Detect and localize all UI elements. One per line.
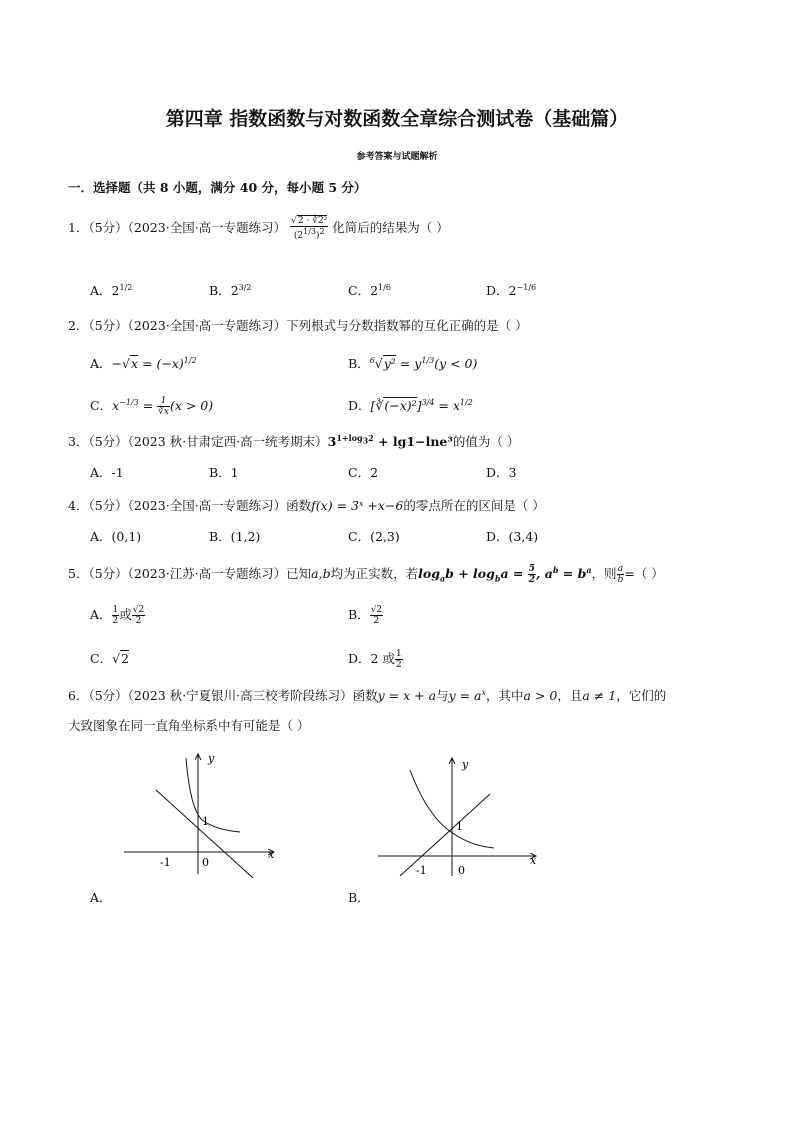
q5-option-a[interactable]: A． $\frac{1}{2}$ 或 $\frac{√2}{2}$: [90, 605, 145, 626]
y-label: y: [462, 758, 469, 771]
q1-option-d[interactable]: D．$2^{-1/6}$: [486, 282, 537, 298]
q4-option-c[interactable]: C．(2,3): [348, 529, 400, 544]
zero-label: 0: [458, 864, 465, 877]
q2-option-b[interactable]: B．$^6√y^2 = y^{1/3}(y < 0)$: [348, 355, 478, 371]
section-heading: 一．选择题（共 8 小题，满分 40 分，每小题 5 分）: [68, 180, 367, 195]
q3-option-c[interactable]: C．2: [348, 465, 379, 480]
question-2: 2．（5分）（2023·全国·高一专题练习）下列根式与分数指数幂的互化正确的是（ ）: [68, 318, 528, 333]
question-3: 3．（5分）（2023 秋·甘肃定西·高一统考期末）$3^{1+log_32} + \lg 1-\ln e^3$的值为（ ）: [68, 432, 520, 449]
q1-expression: $\frac{\text{√2 · ∛2²}}{(2^{1/3})^2}$: [291, 216, 328, 241]
linear-line: [400, 794, 490, 876]
q1-option-a[interactable]: A．$2^{1/2}$: [90, 282, 133, 298]
x-label: x: [268, 848, 275, 861]
q4-option-b[interactable]: B．(1,2): [209, 529, 261, 544]
q5-option-d[interactable]: D．2 或 $\frac{1}{2}$: [348, 649, 402, 670]
neg-one-label: -1: [416, 864, 427, 877]
q3-option-a[interactable]: A．-1: [90, 465, 124, 480]
question-5: 5．（5分）（2023·江苏·高一专题练习）已知a,b均为正实数，若$\log_ab + \log_ba$ = $\frac{5}{2}$ , $a^b = b^a$，则 $\frac{a}{b}$ =（ ）: [68, 564, 664, 585]
neg-one-label: -1: [160, 856, 171, 869]
q3-option-b[interactable]: B．1: [209, 465, 239, 480]
q6-option-b[interactable]: B．: [348, 890, 370, 905]
q2-option-a[interactable]: A．$-√x = (-x)^{1/2}$: [90, 355, 197, 371]
q6-graph-a: [118, 748, 288, 878]
q6-option-a[interactable]: A．: [90, 890, 112, 905]
x-label: x: [530, 854, 537, 867]
q2-option-d[interactable]: D．[∛(−x)²]$^{3/4}$ = $x^{1/2}$: [348, 397, 473, 413]
q1-suffix: 化简后的结果为（ ）: [332, 220, 449, 235]
question-6: 6．（5分）（2023 秋·宁夏银川·高三校考阶段练习）函数y = x + a与$y = a^x$，其中a > 0，且a ≠ 1，它们的: [68, 687, 667, 703]
q1-option-c[interactable]: C．$2^{1/6}$: [348, 282, 391, 298]
y-label: y: [208, 752, 215, 765]
q2-option-c[interactable]: C．$x^{-1/3}$ = $\frac{1}{∛x}$ (x > 0): [90, 396, 214, 417]
question-1: [68, 216, 449, 241]
q5-option-b[interactable]: B． $\frac{√2}{2}$: [348, 605, 383, 626]
q1-option-b[interactable]: B．$2^{3/2}$: [209, 282, 252, 298]
q5-option-c[interactable]: C．√2: [90, 651, 129, 666]
page-title: 第四章 指数函数与对数函数全章综合测试卷（基础篇）: [165, 108, 629, 130]
q3-option-d[interactable]: D．3: [486, 465, 517, 480]
linear-line: [156, 790, 264, 878]
q1-prefix: 1．（5分）（2023·全国·高一专题练习）: [68, 220, 287, 235]
q6-graph-b: [372, 752, 542, 882]
page-subtitle: 参考答案与试题解析: [356, 152, 438, 162]
q4-option-a[interactable]: A．(0,1): [90, 529, 142, 544]
zero-label: 0: [202, 856, 209, 869]
one-label: 1: [202, 815, 209, 828]
one-label: 1: [456, 820, 463, 833]
question-4: 4．（5分）（2023·全国·高一专题练习）函数f(x) = 3ˣ +x−6的零点所在的区间是（ ）: [68, 498, 545, 513]
exponential-curve: [186, 758, 240, 832]
question-6-line-2: 大致图象在同一直角坐标系中有可能是（ ）: [68, 718, 310, 733]
q4-option-d[interactable]: D．(3,4): [486, 529, 539, 544]
